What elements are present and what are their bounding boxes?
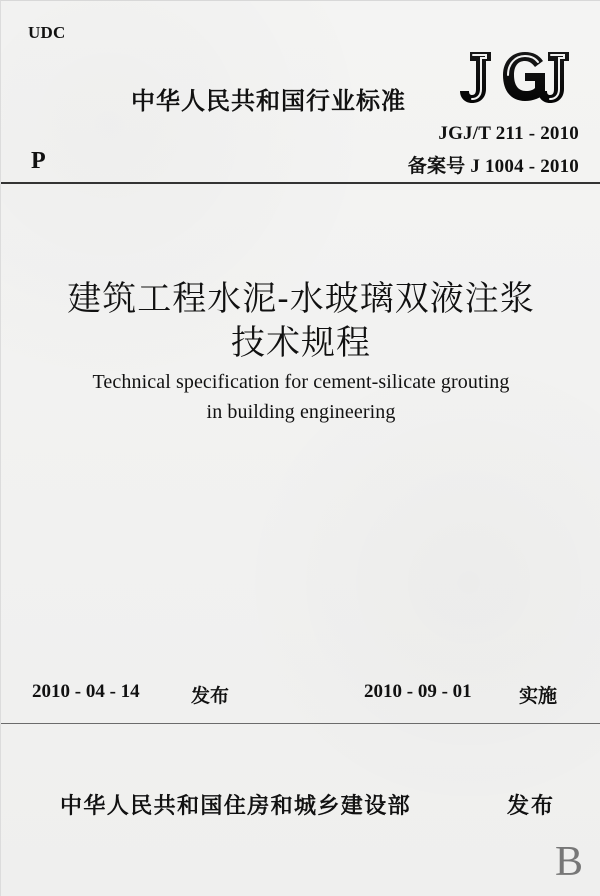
industry-standard-heading: 中华人民共和国行业标准 [131,87,406,115]
jgj-logo [456,46,578,108]
effective-date: 2010 - 09 - 01 [364,681,472,702]
english-title-line-1: Technical specification for cement-silicate grouting [92,371,510,393]
publish-date: 2010 - 04 - 14 [32,681,140,702]
publish-label: 发布 [191,685,230,707]
chinese-title-line-1: 建筑工程水泥-水玻璃双液注浆 [67,279,535,319]
bottom-rule [1,723,600,724]
udc-label: UDC [28,23,66,42]
top-rule [1,182,600,184]
english-title-line-2: in building engineering [206,401,396,423]
record-number: 备案号 J 1004 - 2010 [407,156,579,177]
issuing-authority: 中华人民共和国住房和城乡建设部 [60,794,412,819]
effective-label: 实施 [519,685,558,707]
standard-number: JGJ/T 211 - 2010 [438,123,579,144]
corner-letter-mark: B [554,839,583,885]
issuing-action: 发布 [507,794,556,819]
chinese-title-line-2: 技术规程 [231,323,371,363]
classification-code: P [31,148,46,174]
